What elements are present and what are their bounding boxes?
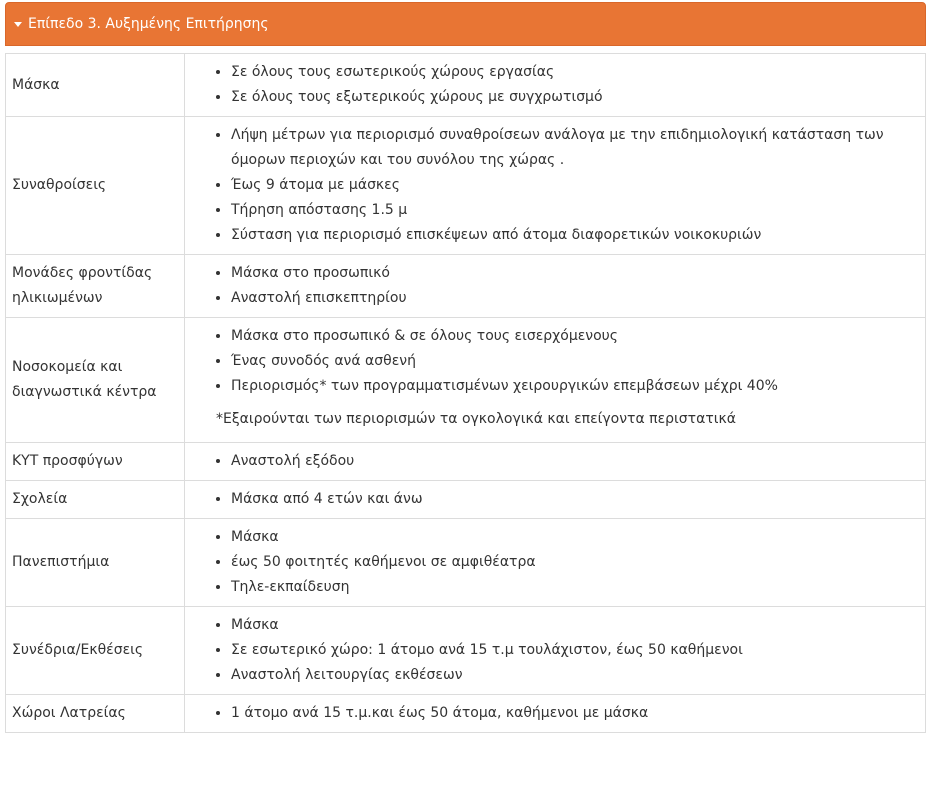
list-item: • Μάσκα <box>231 613 915 638</box>
measures-list <box>200 324 915 399</box>
measures-list <box>200 487 915 512</box>
row-content <box>185 318 926 443</box>
list-item: • έως 50 φοιτητές καθήμενοι σε αμφιθέατρα <box>231 550 915 575</box>
table-row <box>6 695 926 733</box>
row-content <box>185 519 926 607</box>
row-content <box>185 117 926 255</box>
table-row <box>6 318 926 443</box>
table-row <box>6 607 926 695</box>
list-item: • Ένας συνοδός ανά ασθενή <box>231 349 915 374</box>
list-item: • Μάσκα από 4 ετών και άνω <box>231 487 915 512</box>
list-item: • Αναστολή λειτουργίας εκθέσεων <box>231 663 915 688</box>
table-row <box>6 255 926 318</box>
panel-title: Επίπεδο 3. Αυξημένης Επιτήρησης <box>28 16 269 32</box>
list-item: • Λήψη μέτρων για περιορισμό συναθροίσεων ανάλογα με την επιδημιολογική κατάσταση των όμορων περιοχών και του συνόλου της χώρας . <box>231 123 915 173</box>
row-label: Μάσκα <box>6 54 185 117</box>
row-note: *Εξαιρούνται των περιορισμών τα ογκολογικά και επείγοντα περιστατικά <box>216 411 736 427</box>
row-label: Πανεπιστήμια <box>6 519 185 607</box>
measures-panel <box>5 2 926 733</box>
row-content <box>185 481 926 519</box>
row-label: Μονάδες φροντίδας ηλικιωμένων <box>6 255 185 318</box>
list-item: • Έως 9 άτομα με μάσκες <box>231 173 915 198</box>
table-row <box>6 519 926 607</box>
panel-header-toggle[interactable] <box>5 2 926 46</box>
list-item: • Σε όλους τους εσωτερικούς χώρους εργασίας <box>231 60 915 85</box>
row-content <box>185 695 926 733</box>
row-label: Συναθροίσεις <box>6 117 185 255</box>
measures-list <box>200 613 915 688</box>
measures-list <box>200 60 915 110</box>
list-item: • Αναστολή εξόδου <box>231 449 915 474</box>
measures-table <box>5 53 926 733</box>
measures-list <box>200 261 915 311</box>
list-item: • Αναστολή επισκεπτηρίου <box>231 286 915 311</box>
list-item: • Σε όλους τους εξωτερικούς χώρους με συγχρωτισμό <box>231 85 915 110</box>
list-item: • Σύσταση για περιορισμό επισκέψεων από άτομα διαφορετικών νοικοκυριών <box>231 223 915 248</box>
row-label: Σχολεία <box>6 481 185 519</box>
row-label: Χώροι Λατρείας <box>6 695 185 733</box>
row-content <box>185 607 926 695</box>
measures-list <box>200 449 915 474</box>
table-row <box>6 117 926 255</box>
measures-list <box>200 525 915 600</box>
list-item: • Σε εσωτερικό χώρο: 1 άτομο ανά 15 τ.μ τουλάχιστον, έως 50 καθήμενοι <box>231 638 915 663</box>
list-item: • Τηλε-εκπαίδευση <box>231 575 915 600</box>
list-item: • Περιορισμός* των προγραμματισμένων χειρουργικών επεμβάσεων μέχρι 40% <box>231 374 915 399</box>
row-label: Συνέδρια/Εκθέσεις <box>6 607 185 695</box>
list-item: • Μάσκα στο προσωπικό <box>231 261 915 286</box>
row-label: ΚΥΤ προσφύγων <box>6 443 185 481</box>
list-item: • Τήρηση απόστασης 1.5 μ <box>231 198 915 223</box>
measures-list <box>200 123 915 248</box>
table-row <box>6 54 926 117</box>
row-content <box>185 443 926 481</box>
measures-list <box>200 701 915 726</box>
table-row <box>6 481 926 519</box>
list-item: • Μάσκα <box>231 525 915 550</box>
row-label: Νοσοκομεία και διαγνωστικά κέντρα <box>6 318 185 443</box>
caret-down-icon <box>14 22 22 27</box>
table-row <box>6 443 926 481</box>
list-item: • Μάσκα στο προσωπικό & σε όλους τους εισερχόμενους <box>231 324 915 349</box>
row-content <box>185 54 926 117</box>
list-item: • 1 άτομο ανά 15 τ.μ.και έως 50 άτομα, καθήμενοι με μάσκα <box>231 701 915 726</box>
row-content <box>185 255 926 318</box>
